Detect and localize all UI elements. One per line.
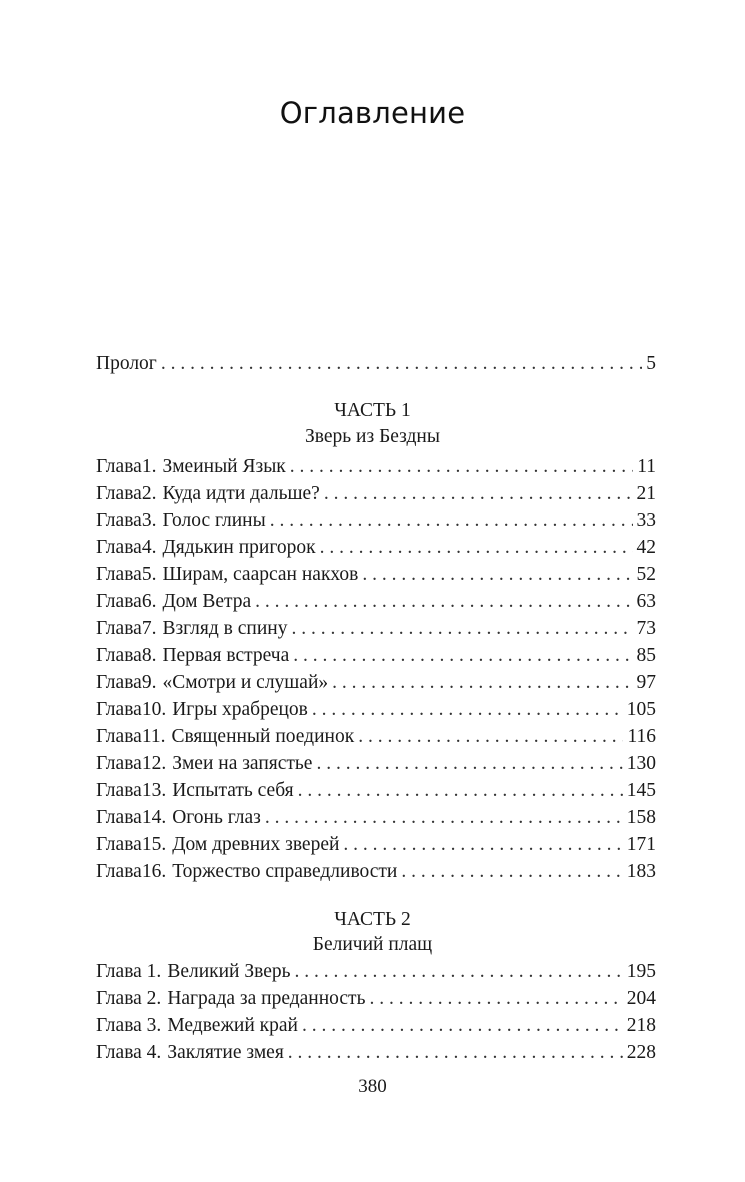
chapter-title: Священный поединок	[171, 726, 355, 747]
chapter-number: 5.	[141, 564, 157, 585]
leader-dots	[320, 534, 633, 561]
leader-dots	[293, 642, 632, 669]
part1-chapter-list	[96, 453, 656, 885]
chapter-title: Дом древних зверей	[172, 834, 340, 855]
leader-dots	[316, 750, 622, 777]
toc-entry	[96, 1012, 656, 1039]
leader-dots	[288, 1039, 623, 1066]
toc-entry	[96, 804, 656, 831]
toc-entry	[96, 561, 656, 588]
chapter-label: Глава	[96, 807, 142, 828]
chapter-label: Глава	[96, 510, 142, 531]
chapter-number: 10.	[141, 699, 167, 720]
toc-entry	[96, 958, 656, 985]
chapter-number: 13.	[141, 780, 167, 801]
leader-dots	[401, 858, 622, 885]
toc-entry	[96, 777, 656, 804]
toc-entry	[96, 534, 656, 561]
chapter-page: 21	[636, 483, 656, 504]
chapter-number: 16.	[141, 861, 167, 882]
chapter-page: 33	[636, 510, 656, 531]
chapter-label: Глава 1.	[96, 961, 162, 982]
part2-title: ЧАСТЬ 2	[334, 909, 411, 930]
leader-dots	[343, 831, 622, 858]
chapter-title: Медвежий край	[167, 1015, 298, 1036]
chapter-page: 145	[626, 780, 656, 801]
chapter-title: Торжество справедливости	[172, 861, 398, 882]
chapter-number: 6.	[141, 591, 157, 612]
chapter-label: Глава 3.	[96, 1015, 162, 1036]
leader-dots	[255, 588, 632, 615]
chapter-label: Глава	[96, 780, 142, 801]
chapter-page: 97	[636, 672, 656, 693]
toc-entry	[96, 507, 656, 534]
chapter-title: Дядькин пригорок	[162, 537, 316, 558]
chapter-label: Глава	[96, 564, 142, 585]
chapter-number: 3.	[141, 510, 157, 531]
chapter-page: 85	[636, 645, 656, 666]
chapter-number: 12.	[141, 753, 167, 774]
chapter-title: «Смотри и слушай»	[162, 672, 329, 693]
part2-subtitle: Беличий плащ	[312, 934, 433, 955]
chapter-title: Заклятие змея	[167, 1042, 284, 1063]
chapter-page: 42	[636, 537, 656, 558]
chapter-label: Глава	[96, 456, 142, 477]
chapter-label: Глава	[96, 672, 142, 693]
leader-dots	[270, 507, 633, 534]
chapter-page: 11	[637, 456, 656, 477]
chapter-title: Огонь глаз	[172, 807, 261, 828]
page-title: Оглавление	[279, 96, 466, 130]
leader-dots	[312, 696, 623, 723]
chapter-title: Змеиный Язык	[162, 456, 286, 477]
chapter-number: 9.	[141, 672, 157, 693]
toc-entry	[96, 858, 656, 885]
toc-entry	[96, 985, 656, 1012]
toc-entry	[96, 669, 656, 696]
chapter-page: 63	[636, 591, 656, 612]
chapter-page: 171	[626, 834, 656, 855]
chapter-title: Ширам, саарсан накхов	[162, 564, 359, 585]
chapter-label: Глава	[96, 645, 142, 666]
chapter-page: 158	[626, 807, 656, 828]
leader-dots	[369, 985, 622, 1012]
chapter-title: Испытать себя	[172, 780, 294, 801]
toc-entry	[96, 1039, 656, 1066]
chapter-label: Глава	[96, 618, 142, 639]
leader-dots	[358, 723, 623, 750]
chapter-page: 228	[626, 1042, 656, 1063]
chapter-number: 14.	[141, 807, 167, 828]
chapter-page: 195	[626, 961, 656, 982]
leader-dots	[291, 615, 632, 642]
chapter-title: Награда за преданность	[167, 988, 366, 1009]
chapter-title: Дом Ветра	[162, 591, 252, 612]
chapter-number: 2.	[141, 483, 157, 504]
part1-title: ЧАСТЬ 1	[334, 400, 411, 421]
chapter-label: Глава	[96, 591, 142, 612]
chapter-label: Глава	[96, 699, 142, 720]
toc-entry	[96, 453, 656, 480]
toc-entry	[96, 831, 656, 858]
chapter-page: 105	[626, 699, 656, 720]
chapter-label: Глава 4.	[96, 1042, 162, 1063]
part1-subtitle: Зверь из Бездны	[305, 426, 440, 447]
chapter-label: Глава	[96, 834, 142, 855]
toc-entry	[96, 588, 656, 615]
chapter-label: Глава	[96, 726, 142, 747]
part2-chapter-list	[96, 958, 656, 1066]
leader-dots	[362, 561, 632, 588]
chapter-label: Глава	[96, 861, 142, 882]
leader-dots	[324, 480, 633, 507]
chapter-title: Змеи на запястье	[172, 753, 313, 774]
chapter-page: 130	[626, 753, 656, 774]
prologue-entry	[96, 350, 656, 377]
leader-dots	[295, 958, 623, 985]
prologue-label: Пролог	[96, 353, 157, 374]
chapter-number: 7.	[141, 618, 157, 639]
chapter-title: Первая встреча	[162, 645, 290, 666]
chapter-title: Куда идти дальше?	[162, 483, 320, 504]
chapter-title: Взгляд в спину	[162, 618, 288, 639]
toc-entry	[96, 615, 656, 642]
toc-entry	[96, 642, 656, 669]
leader-dots	[161, 350, 642, 377]
chapter-label: Глава 2.	[96, 988, 162, 1009]
chapter-page: 218	[626, 1015, 656, 1036]
chapter-page: 116	[627, 726, 656, 747]
chapter-page: 73	[636, 618, 656, 639]
chapter-number: 1.	[141, 456, 157, 477]
toc-entry	[96, 696, 656, 723]
leader-dots	[298, 777, 623, 804]
chapter-label: Глава	[96, 483, 142, 504]
chapter-page: 52	[636, 564, 656, 585]
chapter-label: Глава	[96, 753, 142, 774]
chapter-number: 8.	[141, 645, 157, 666]
chapter-label: Глава	[96, 537, 142, 558]
page-number: 380	[358, 1076, 387, 1097]
chapter-page: 204	[626, 988, 656, 1009]
toc-entry	[96, 480, 656, 507]
chapter-title: Игры храбрецов	[172, 699, 308, 720]
leader-dots	[265, 804, 623, 831]
toc-entry	[96, 723, 656, 750]
leader-dots	[332, 669, 632, 696]
chapter-title: Голос глины	[162, 510, 266, 531]
prologue-page: 5	[646, 353, 656, 374]
chapter-title: Великий Зверь	[167, 961, 291, 982]
leader-dots	[302, 1012, 623, 1039]
chapter-page: 183	[626, 861, 656, 882]
chapter-number: 15.	[141, 834, 167, 855]
toc-entry	[96, 750, 656, 777]
chapter-number: 4.	[141, 537, 157, 558]
chapter-number: 11.	[141, 726, 166, 747]
leader-dots	[290, 453, 633, 480]
